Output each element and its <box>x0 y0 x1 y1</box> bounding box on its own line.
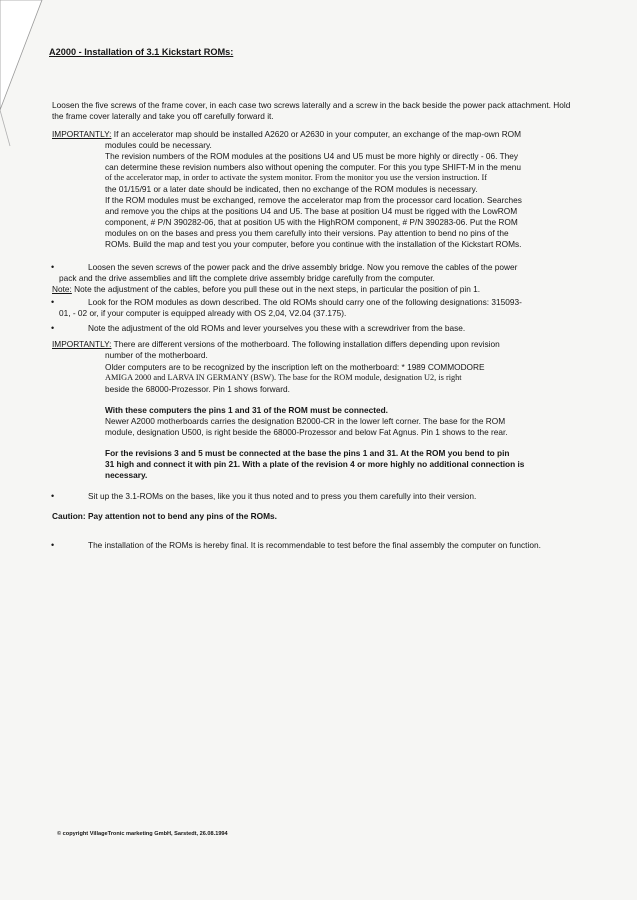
important-1-line: component, # P/N 390282-06, that at position U5 with the HighROM component, # P/N 390283-06. Put the ROM <box>105 217 518 227</box>
bullet-5: The installation of the ROMs is hereby final. It is recommendable to test before the final assembly the computer on function. <box>88 540 541 550</box>
important-2-newer-line: Newer A2000 motherboards carries the designation B2000-CR in the lower left corner. The base for the ROM <box>105 416 506 426</box>
important-1-line: ROMs. Build the map and test you your computer, before you continue with the installation of the Kickstart ROMs. <box>105 239 522 249</box>
bullet-3: Note the adjustment of the old ROMs and lever yourselves you these with a screwdriver from the base. <box>88 323 466 333</box>
bullet-1-line-1: Loosen the seven screws of the power pack and the drive assembly bridge. Now you remove the cables of the power <box>88 262 518 272</box>
important-2-line: Older computers are to be recognized by the inscription left on the motherboard: * 1989 COMMODORE <box>105 362 485 372</box>
note-paragraph <box>52 284 582 295</box>
important-1-line: can determine these revision numbers also without opening the computer. For this you type SHIFT-M in the menu <box>105 162 521 172</box>
important-note-2 <box>52 339 582 350</box>
bullet-icon: • <box>51 262 55 272</box>
note-label: Note: <box>52 284 72 294</box>
important-2-bold-2: 31 high and connect it with pin 21. With a plate of the revision 4 or more highly no additional connection is <box>105 459 525 469</box>
document-title: A2000 - Installation of 3.1 Kickstart ROMs: <box>49 47 234 57</box>
note-text: Note the adjustment of the cables, before you pull these out in the next steps, in particular the position of pin 1. <box>74 284 481 294</box>
bullet-icon: • <box>51 540 55 550</box>
bullet-4: Sit up the 3.1-ROMs on the bases, like you it thus noted and to press you them carefully into their version. <box>88 491 477 501</box>
bullet-icon: • <box>51 491 55 501</box>
important-1-line: modules could be necessary. <box>105 140 212 150</box>
important-2-line: AMIGA 2000 and LARVA IN GERMANY (BSW). The base for the ROM module, designation U2, is right <box>105 373 462 382</box>
bullet-1-line-2: pack and the drive assemblies and lift the complete drive assembly bridge carefully from the computer. <box>59 273 435 283</box>
copyright-footer: © copyright VillageTronic marketing GmbH, Sarstedt, 26.08.1994 <box>57 831 228 837</box>
important-2-first-line: There are different versions of the motherboard. The following installation differs depending upon revision <box>113 339 500 349</box>
important-2-bold-2: For the revisions 3 and 5 must be connected at the base the pins 1 and 31. At the ROM you bend to pin <box>105 448 510 458</box>
important-1-line: the 01/15/91 or a later date should be indicated, then no exchange of the ROM modules is necessary. <box>105 184 478 194</box>
important-1-line: modules on on the bases and press you them carefully into their versions. Pay attention to bend no pins of the <box>105 228 509 238</box>
important-2-newer-line: module, designation U500, is right beside the 68000-Prozessor and below Fat Agnus. Pin 1 shows to the rear. <box>105 427 508 437</box>
important-1-line: of the accelerator map, in order to activate the system monitor. From the monitor you use the version instruction. If <box>105 173 488 182</box>
important-1-line: The revision numbers of the ROM modules at the positions U4 and U5 must be more highly or directly - 06. They <box>105 151 519 161</box>
bullet-2-line-1: Look for the ROM modules as down described. The old ROMs should carry one of the following designations: 315093- <box>88 297 522 307</box>
important-label-1: IMPORTANTLY: <box>52 129 112 139</box>
important-1-line: and remove you the chips at the positions U4 and U5. The base at position U4 must be rigged with the LowROM <box>105 206 518 216</box>
bullet-2-line-2: 01, - 02 or, if your computer is equipped already with OS 2,04, V2.04 (37.175). <box>59 308 347 318</box>
important-1-first-line: If an accelerator map should be installed A2620 or A2630 in your computer, an exchange of the map-own ROM <box>113 129 522 139</box>
important-2-line: number of the motherboard. <box>105 350 208 360</box>
important-2-bold-2: necessary. <box>105 470 148 480</box>
bullet-icon: • <box>51 323 55 333</box>
bullet-icon: • <box>51 297 55 307</box>
important-note-1 <box>52 129 582 140</box>
intro-paragraph: Loosen the five screws of the frame cover, in each case two screws laterally and a screw in the back beside the power pack attachment. Hold the frame cover laterally and take you off carefully forward it. <box>52 100 571 121</box>
important-2-bold-1: With these computers the pins 1 and 31 of the ROM must be connected. <box>105 405 388 415</box>
important-2-line: beside the 68000-Prozessor. Pin 1 shows forward. <box>105 384 290 394</box>
important-1-line: If the ROM modules must be exchanged, remove the accelerator map from the processor card location. Searches <box>105 195 522 205</box>
important-label-2: IMPORTANTLY: <box>52 339 112 349</box>
caution-text: Caution: Pay attention not to bend any pins of the ROMs. <box>52 511 277 521</box>
